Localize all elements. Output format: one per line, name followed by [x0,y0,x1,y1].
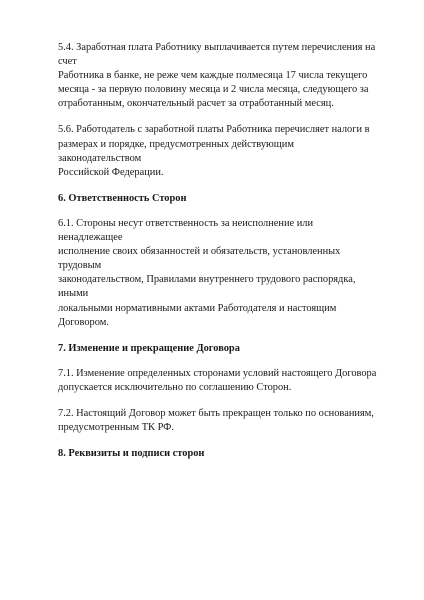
paragraph-6-1: 6.1. Стороны несут ответственность за неисполнение или ненадлежащее исполнение своих обязанностей и обязательств, установленных трудовым законодательством, Правилами внутреннего трудового распорядка, иными локальными нормативными актами Работодателя и настоящим Договором. [58,217,356,328]
section-heading-6: 6. Ответственность Сторон [58,192,187,204]
paragraph-5-6: 5.6. Работодатель с заработной платы Работника перечисляет налоги в размерах и порядке, предусмотренных действующим законодательством Российской Федерации. [58,124,370,178]
paragraph-7-1: 7.1. Изменение определенных сторонами условий настоящего Договора допускается исключительно по соглашению Сторон. [58,367,377,393]
document-body [58,41,378,472]
paragraph-5-4: 5.4. Заработная плата Работнику выплачивается путем перечисления на счет Работника в банке, не реже чем каждые полмесяца 17 числа текущего месяца - за первую половину месяца и 2 числа месяца, следующего за отработанным, окончательный расчет за отработанный месяц. [58,42,376,110]
paragraph-7-2: 7.2. Настоящий Договор может быть прекращен только по основаниям, предусмотренным ТК РФ. [58,407,374,434]
section-heading-7: 7. Изменение и прекращение Договора [58,342,240,354]
section-heading-8: 8. Реквизиты и подписи сторон [58,448,205,460]
